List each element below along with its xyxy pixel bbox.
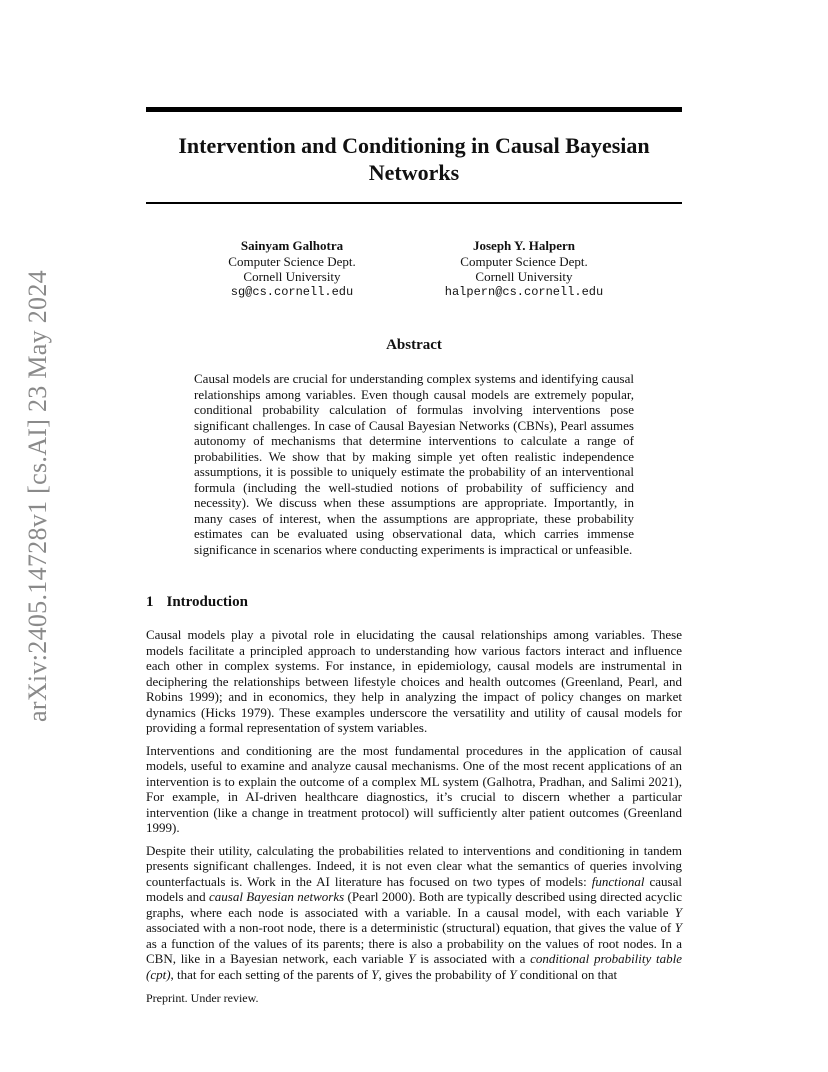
emphasis-causal-bayesian-networks: causal Bayesian networks bbox=[208, 889, 345, 904]
text-run: as a function of the values of its parents; there is also a probability on the values of root nodes. In a CBN, like in a Bayesian network, each variable bbox=[146, 935, 682, 966]
arxiv-sidebar bbox=[20, 260, 56, 732]
title-line-2: Networks bbox=[368, 160, 460, 185]
paper-title bbox=[146, 132, 682, 186]
paragraph-1: Causal models play a pivotal role in elucidating the causal relationships among variables. These models facilitate a principled approach to understanding how various factors interact and influence each other in complex systems. For instance, in epidemiology, causal models are instrumental in deciphering the relationships between lifestyle choices and health outcomes (Greenland, Pearl, and Robins 1999); and in economics, they help in analyzing the impact of policy changes on market dynamics (Hicks 1979). These examples underscore the versatility and utility of causal models for providing a formal representation of system variables. bbox=[146, 627, 682, 735]
text-run: is associated with a bbox=[415, 951, 531, 966]
math-variable: Y bbox=[408, 951, 416, 966]
author-name: Sainyam Galhotra bbox=[240, 238, 344, 253]
text-run: associated with a non-root node, there is a deterministic (structural) equation, that gives the value of bbox=[146, 920, 675, 935]
text-run: Despite their utility, calculating the probabilities related to interventions and conditioning in tandem presents significant challenges. Indeed, it is not even clear what the semantics of queries involving counterfactuals is. Work in the AI literature has focused on two types of models: bbox=[146, 842, 682, 889]
math-variable: Y bbox=[371, 966, 379, 982]
author-email: sg@cs.cornell.edu bbox=[230, 284, 354, 299]
paragraph-3 bbox=[146, 843, 682, 983]
author-dept: Computer Science Dept. bbox=[460, 253, 588, 269]
author-dept: Computer Science Dept. bbox=[228, 253, 356, 269]
abstract-heading: Abstract bbox=[386, 337, 442, 353]
text-run: conditional on that bbox=[516, 966, 618, 982]
author-block-1 bbox=[200, 238, 384, 300]
section-number: 1 bbox=[146, 594, 154, 610]
title-bottom-rule bbox=[146, 202, 682, 204]
title-line-1: Intervention and Conditioning in Causal Bayesian bbox=[178, 133, 650, 158]
math-variable: Y bbox=[674, 904, 682, 920]
author-block-2 bbox=[432, 238, 616, 300]
introduction-body bbox=[146, 627, 682, 989]
section-heading-introduction bbox=[146, 594, 248, 611]
math-variable: Y bbox=[509, 966, 517, 982]
author-university: Cornell University bbox=[243, 269, 341, 284]
author-university: Cornell University bbox=[475, 269, 573, 284]
emphasis-functional: functional bbox=[591, 873, 645, 889]
author-email: halpern@cs.cornell.edu bbox=[444, 284, 604, 299]
text-run: , that for each setting of the parents of bbox=[170, 966, 372, 982]
text-run: , gives the probability of bbox=[378, 966, 510, 982]
emphasis-cpt: conditional probability table (cpt) bbox=[146, 951, 682, 982]
author-name: Joseph Y. Halpern bbox=[473, 238, 575, 253]
arxiv-identifier: arXiv:2405.14728v1 [cs.AI] 23 May 2024 bbox=[23, 270, 53, 722]
title-top-rule bbox=[146, 107, 682, 112]
paragraph-2: Interventions and conditioning are the most fundamental procedures in the application of causal models, useful to examine and analyze causal mechanisms. One of the most recent applications of an intervention is to explain the outcome of a complex ML system (Galhotra, Pradhan, and Salimi 2021), For example, in AI-driven healthcare diagnostics, it’s crucial to discern whether a particular intervention (like a change in treatment protocol) will sufficiently alter patient outcomes (Greenland 1999). bbox=[146, 742, 682, 835]
abstract-text: Causal models are crucial for understanding complex systems and identifying causal relationships among variables. Even though causal models are extremely popular, conditional probability calculation of formulas involving interventions pose significant challenges. In case of Causal Bayesian Networks (CBNs), Pearl assumes autonomy of mechanisms that determine interventions to calculate a range of probabilities. We show that by making simple yet often realistic independence assumptions, it is possible to uniquely estimate the probability of an interventional formula (including the well-studied notions of probability of sufficiency and necessity). We discuss when these assumptions are appropriate. Importantly, in many cases of interest, when the assumptions are appropriate, these probability estimates can be evaluated using observational data, which carries immense significance in scenarios where conducting experiments is impractical or unfeasible. bbox=[194, 371, 634, 557]
text-run: causal models and bbox=[146, 873, 683, 904]
text-run: (Pearl 2000). Both are typically described using directed acyclic graphs, where each node is associated with a variable. In a causal model, with each variable bbox=[146, 889, 682, 920]
footer-note: Preprint. Under review. bbox=[146, 991, 259, 1005]
section-title: Introduction bbox=[166, 594, 248, 610]
math-variable: Y bbox=[674, 920, 682, 935]
